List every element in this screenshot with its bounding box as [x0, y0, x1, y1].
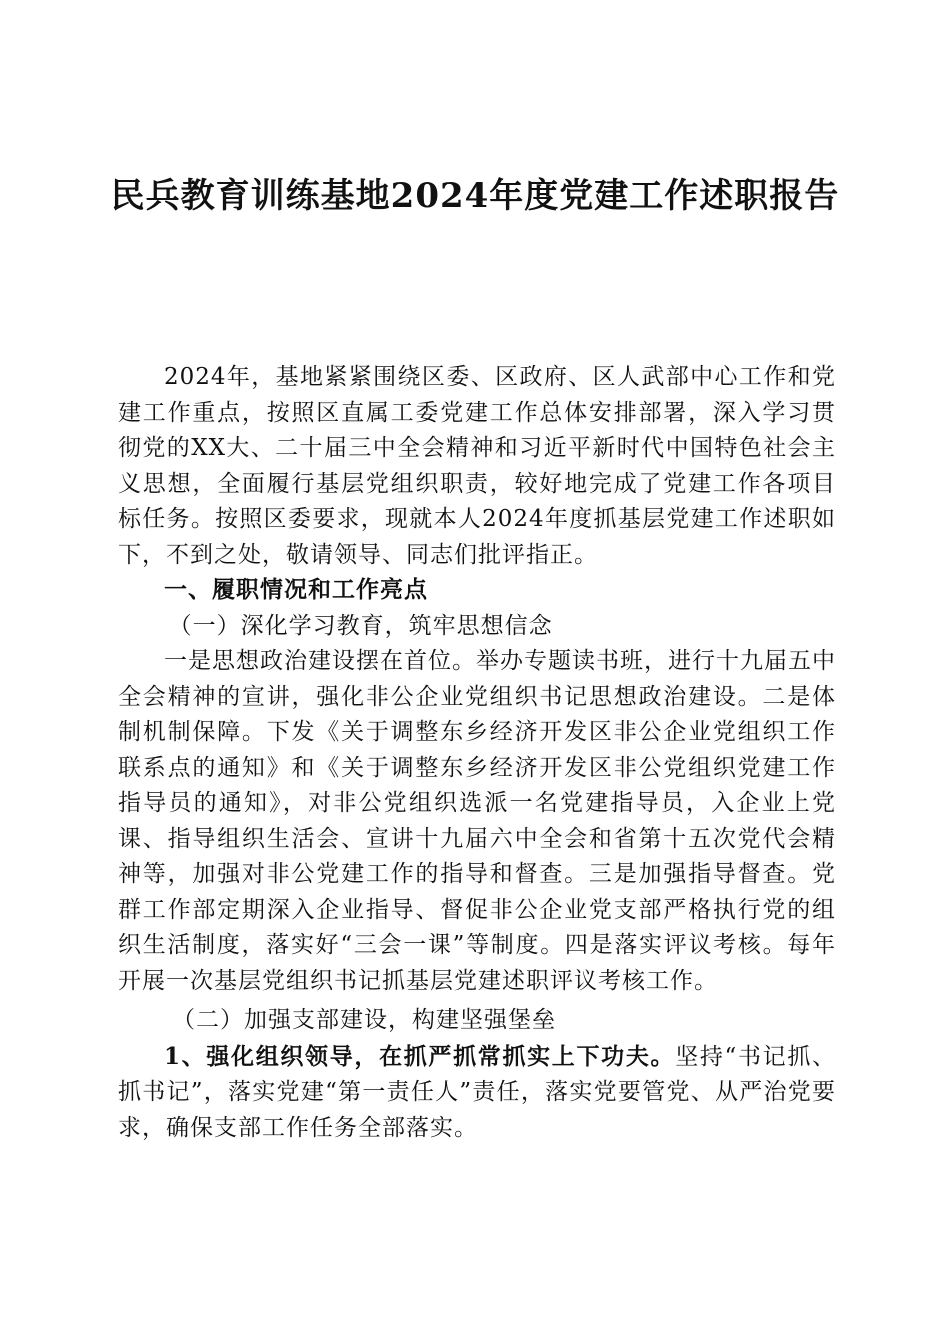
subsection-1-paragraph: 一是思想政治建设摆在首位。举办专题读书班，进行十九届五中全会精神的宣讲，强化非公企业党组织书记思想政治建设。二是体制机制保障。下发《关于调整东乡经济开发区非公企业党组织工作联系点的通知》和《关于调整东乡经济开发区非公党组织党建工作指导员的通知》，对非公党组织选派一名党建指导员，入企业上党课、指导组织生活会、宣讲十九届六中全会和省第十五次党代会精神等，加强对非公党建工作的指导和督查。三是加强指导督查。党群工作部定期深入企业指导、督促非公企业党支部严格执行党的组织生活制度，落实好“三会一课”等制度。四是落实评议考核。每年开展一次基层党组织书记抓基层党建述职评议考核工作。	[118, 648, 836, 994]
intro-paragraph: 2024年，基地紧紧围绕区委、区政府、区人武部中心工作和党建工作重点，按照区直属工委党建工作总体安排部署，深入学习贯彻党的XX大、二十届三中全会精神和习近平新时代中国特色社会主义思想，全面履行基层党组织职责，较好地完成了党建工作各项目标任务。按照区委要求，现就本人2024年度抓基层党建工作述职如下，不到之处，敬请领导、同志们批评指正。	[118, 364, 836, 568]
subsection-heading-1: （一）深化学习教育，筑牢思想信念	[168, 612, 553, 639]
item-1-body: 坚持“书记抓、抓书记”，落实党建“第一责任人”责任，落实党要管党、从严治党要求，确保支部工作任务全部落实。	[118, 1043, 836, 1141]
item-1-lead: 1、强化组织领导，在抓严抓常抓实上下功夫。	[164, 1042, 676, 1070]
document-body	[118, 360, 836, 1146]
item-1-paragraph	[118, 1039, 836, 1147]
subsection-heading-2: （二）加强支部建设，构建坚强堡垒	[172, 1007, 557, 1033]
section-heading-1: 一、履职情况和工作亮点	[164, 577, 428, 603]
document-title: 民兵教育训练基地2024年度党建工作述职报告	[110, 176, 840, 216]
